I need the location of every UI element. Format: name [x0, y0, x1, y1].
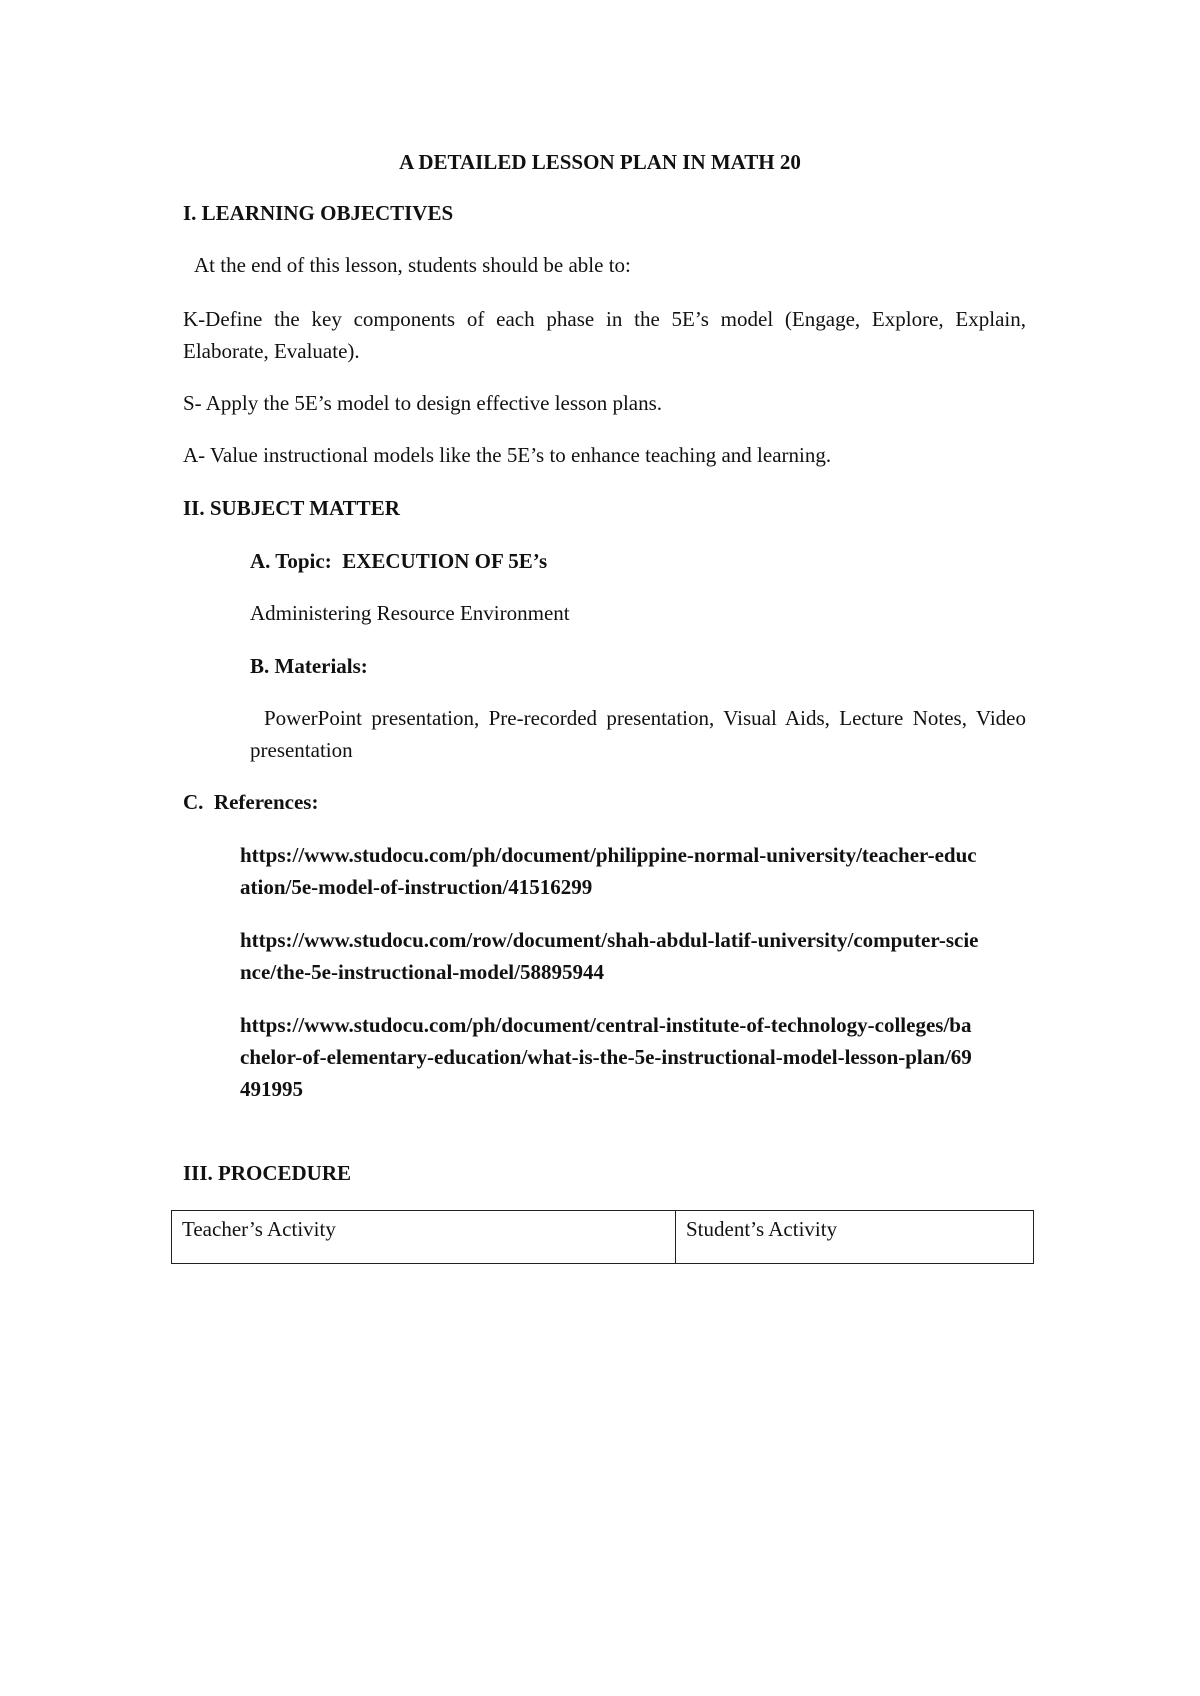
objective-skill: S- Apply the 5E’s model to design effective lesson plans.	[183, 391, 663, 415]
teacher-activity-header: Teacher’s Activity	[172, 1211, 676, 1264]
topic-label: A. Topic: EXECUTION OF 5E’s	[250, 549, 548, 573]
document-title: A DETAILED LESSON PLAN IN MATH 20	[399, 150, 801, 174]
objective-attitude: A- Value instructional models like the 5E’s to enhance teaching and learning.	[183, 443, 832, 467]
reference-link-2[interactable]: https://www.studocu.com/row/document/shah-abdul-latif-university/computer-science/the-5e-instructional-model/58895944	[240, 928, 979, 984]
procedure-table	[171, 1210, 1034, 1264]
objective-knowledge: K-Define the key components of each phase in the 5E’s model (Engage, Explore, Explain, Elaborate, Evaluate).	[183, 307, 1026, 363]
objectives-heading: I. LEARNING OBJECTIVES	[183, 201, 454, 225]
materials-text: PowerPoint presentation, Pre-recorded presentation, Visual Aids, Lecture Notes, Video presentation	[250, 706, 1026, 762]
objectives-intro: At the end of this lesson, students should be able to:	[194, 253, 631, 277]
procedure-heading: III. PROCEDURE	[183, 1161, 352, 1185]
table-row	[172, 1211, 1034, 1264]
topic-subtitle: Administering Resource Environment	[250, 601, 570, 625]
reference-link-3[interactable]: https://www.studocu.com/ph/document/central-institute-of-technology-colleges/bachelor-of-elementary-education/what-is-the-5e-instructional-model-lesson-plan/69491995	[240, 1013, 972, 1101]
student-activity-header: Student’s Activity	[676, 1211, 1034, 1264]
references-heading: C. References:	[183, 790, 319, 814]
reference-link-1[interactable]: https://www.studocu.com/ph/document/philippine-normal-university/teacher-education/5e-model-of-instruction/41516299	[240, 843, 977, 899]
subject-matter-heading: II. SUBJECT MATTER	[183, 496, 400, 520]
materials-label: B. Materials:	[250, 654, 368, 678]
